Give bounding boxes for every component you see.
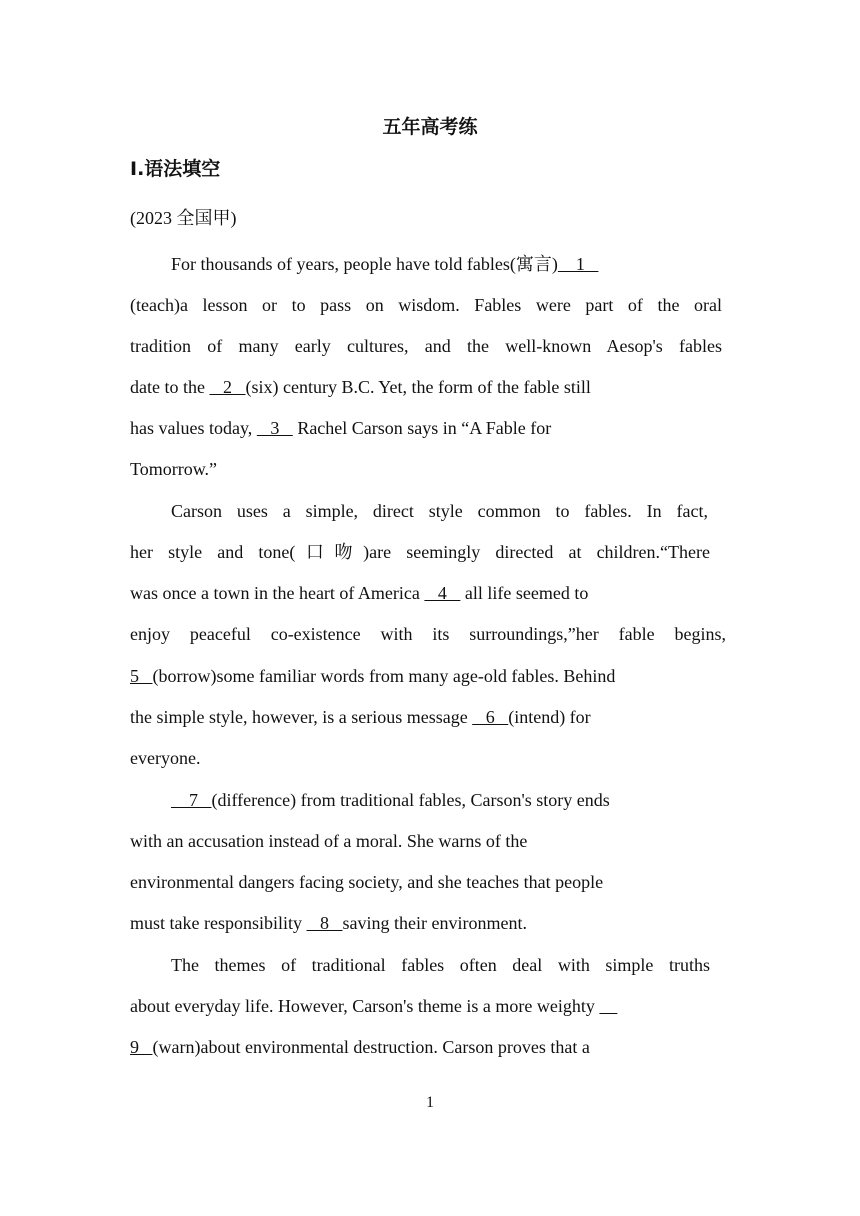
- text: (six) century B.C. Yet, the form of the fable still: [245, 377, 591, 397]
- blank-1: 1: [557, 254, 599, 274]
- paragraph-1-line-3: tradition of many early cultures, and the well-known Aesop's fables: [130, 336, 722, 356]
- paragraph-2-line-5: [130, 664, 722, 688]
- text: date to the: [130, 377, 210, 397]
- paragraph-4-line-3: [130, 1035, 722, 1059]
- paragraph-3-line-3: environmental dangers facing society, and she teaches that people: [130, 872, 604, 892]
- paragraph-2-line-7: everyone.: [130, 748, 201, 768]
- paragraph-2-line-6: [130, 705, 722, 729]
- text: has values today,: [130, 418, 257, 438]
- blank-4: 4: [424, 583, 461, 603]
- text: (intend) for: [508, 707, 591, 727]
- blank-3: 3: [256, 418, 293, 438]
- blank-6: 6: [472, 707, 509, 727]
- section-heading: Ⅰ.语法填空: [130, 158, 221, 180]
- blank-9: 9: [130, 1037, 153, 1057]
- text: must take responsibility: [130, 913, 307, 933]
- paragraph-1-line-5: [130, 416, 722, 440]
- exam-source: (2023 全国甲): [130, 208, 237, 228]
- paragraph-1-line-1: [171, 252, 691, 276]
- blank-5: 5: [130, 666, 153, 686]
- paragraph-4-line-1: The themes of traditional fables often deal with simple truths: [171, 955, 710, 975]
- blank-2: 2: [209, 377, 246, 397]
- paragraph-1-line-4: [130, 375, 722, 399]
- text: saving their environment.: [342, 913, 527, 933]
- text: (difference) from traditional fables, Carson's story ends: [211, 790, 610, 810]
- paragraph-3-line-4: [130, 911, 722, 935]
- paragraph-2-line-2: her style and tone(口吻)are seemingly directed at children.“There: [130, 542, 710, 562]
- paragraph-3-line-1: [171, 788, 701, 812]
- paragraph-1-line-6: Tomorrow.”: [130, 459, 218, 479]
- paragraph-3-line-2: with an accusation instead of a moral. She warns of the: [130, 831, 528, 851]
- paragraph-2-line-3: [130, 581, 722, 605]
- paragraph-2-line-4: enjoy peaceful co-existence with its surroundings,”her fable begins,: [130, 624, 726, 644]
- blank-8: 8: [306, 913, 343, 933]
- text: For thousands of years, people have told fables(寓言): [171, 254, 558, 274]
- text: Rachel Carson says in “A Fable for: [292, 418, 552, 438]
- text: was once a town in the heart of America: [130, 583, 425, 603]
- paragraph-1-line-2: (teach)a lesson or to pass on wisdom. Fables were part of the oral: [130, 295, 722, 315]
- paragraph-2-line-1: Carson uses a simple, direct style common to fables. In fact,: [171, 501, 708, 521]
- paragraph-4-line-2: [130, 994, 730, 1018]
- text: (warn)about environmental destruction. Carson proves that a: [152, 1037, 590, 1057]
- text: (borrow)some familiar words from many age-old fables. Behind: [152, 666, 616, 686]
- text: all life seemed to: [460, 583, 589, 603]
- text: about everyday life. However, Carson's theme is a more weighty: [130, 996, 600, 1016]
- blank-9-start: [599, 996, 617, 1016]
- page-title: 五年高考练: [382, 116, 478, 138]
- page-number: 1: [426, 1094, 434, 1111]
- text: the simple style, however, is a serious message: [130, 707, 473, 727]
- blank-7: 7: [171, 790, 212, 810]
